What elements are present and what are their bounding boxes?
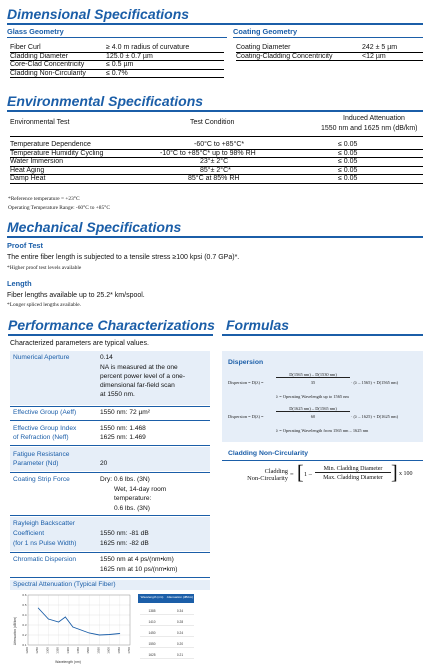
env-note-reference: *Reference temperature = +23°C <box>8 196 80 202</box>
environmental-table <box>10 141 423 184</box>
x-tick-label: 1350 <box>55 647 60 654</box>
na-value: 0.14 <box>100 354 113 361</box>
row-label: Fiber Curl <box>10 44 41 51</box>
mechanical-rule <box>7 236 423 238</box>
y-tick-label: 0.6 <box>22 593 27 597</box>
glass-geometry-rule <box>7 37 227 38</box>
nc-title: Cladding Non-Circularity <box>228 450 309 457</box>
mechanical-title: Mechanical Specifications <box>7 219 182 235</box>
chart-y-ticks <box>22 593 27 647</box>
disp2-note: λ = Operating Wavelength from 1565 nm – 1625 nm <box>276 428 369 433</box>
y-tick-label: 0.2 <box>22 633 27 637</box>
col-header-test: Environmental Test <box>10 119 70 126</box>
table-row <box>10 175 423 184</box>
rayleigh-value-2: 1625 nm: -82 dB <box>100 540 149 547</box>
nc-left-1: Cladding <box>264 468 288 475</box>
table-row <box>10 70 224 79</box>
env-test: Temperature Humidity Cycling <box>10 149 104 157</box>
proof-test-text: The entire fiber length is subjected to a tensile stress ≥100 kpsi (0.7 GPa)*. <box>7 254 240 261</box>
nc-numerator: Min. Cladding Diameter <box>315 466 391 473</box>
dimensional-rule <box>7 23 423 25</box>
col-header-atten: Induced Attenuation <box>343 115 405 122</box>
x-tick-label: 1700 <box>127 647 131 654</box>
na-desc-1: NA is measured at the one <box>100 364 178 371</box>
disp2-denominator: 60 <box>310 414 316 419</box>
disp2-numerator: D(1625 nm) – D(1565 nm) <box>276 406 350 412</box>
neff-value-2: 1625 nm: 1.469 <box>100 434 146 441</box>
environmental-title: Environmental Specifications <box>7 93 204 109</box>
coating-geometry-table <box>236 44 423 61</box>
glass-geometry-table <box>10 44 224 78</box>
table-row <box>236 44 423 53</box>
rayleigh-label-1: Rayleigh Backscatter <box>13 520 75 527</box>
row-value: ≤ 0.5 µm <box>106 61 134 69</box>
chart-grid <box>28 595 130 645</box>
aeff-label: Effective Group (Aeff) <box>13 409 77 416</box>
env-condition: 85°± 2°C* <box>200 166 231 174</box>
divider <box>10 420 210 421</box>
rayleigh-value-1: 1550 nm: -81 dB <box>100 530 149 537</box>
table-cell-wavelength: 1550 <box>148 642 156 646</box>
table-header-attenuation: Attenuation (dB/km) <box>166 595 194 599</box>
length-title: Length <box>7 279 32 288</box>
strip-value-3: temperature: <box>114 495 152 502</box>
na-desc-3: dimensional far-field scan <box>100 382 175 389</box>
env-condition: 85°C at 85% RH <box>188 175 240 183</box>
fatigue-label-1: Fatigue Resistance <box>13 451 70 458</box>
strip-label: Coating Strip Force <box>13 476 70 483</box>
col-header-atten-units: 1550 nm and 1625 nm (dB/km) <box>321 125 418 132</box>
table-cell-attenuation: 0.24 <box>176 631 184 635</box>
nc-rule <box>222 460 423 461</box>
env-atten: ≤ 0.05 <box>338 158 358 166</box>
dimensional-title: Dimensional Specifications <box>7 6 190 22</box>
strip-value-1: Dry: 0.6 lbs. (3N) <box>100 476 150 483</box>
x-tick-label: 1500 <box>86 647 91 654</box>
table-row <box>10 150 423 159</box>
row-label: Core-Clad Concentricity <box>10 61 85 69</box>
y-tick-label: 0.1 <box>22 643 27 647</box>
table-row <box>10 61 224 70</box>
nc-eq: = <box>290 471 294 478</box>
chromatic-value-2: 1625 nm at 10 ps/(nm•km) <box>100 566 178 573</box>
glass-geometry-title: Glass Geometry <box>7 27 64 36</box>
x-tick-label: 1200 <box>25 647 29 654</box>
fatigue-label-2: Parameter (Nd) <box>13 460 59 467</box>
chart-x-ticks <box>25 647 131 654</box>
aeff-value: 1550 nm: 72 µm² <box>100 409 150 416</box>
fatigue-value: 20 <box>100 460 108 467</box>
disp1-denominator: 35 <box>310 380 316 385</box>
performance-title: Performance Characterizations <box>8 317 215 333</box>
chromatic-value-1: 1550 nm at 4 ps/(nm•km) <box>100 556 174 563</box>
env-atten: ≤ 0.05 <box>338 149 358 157</box>
divider <box>10 472 210 473</box>
disp2-right: · (λ – 1625) + D(1625 nm) <box>351 414 399 419</box>
x-tick-label: 1550 <box>96 647 101 654</box>
disp1-right: · (λ – 1565) + D(1565 nm) <box>351 380 399 385</box>
table-header-wavelength: Wavelength (nm) <box>140 595 164 599</box>
row-label: Coating Diameter <box>236 44 291 51</box>
nc-one: 1 – <box>304 471 312 478</box>
proof-test-note: *Higher proof test levels available <box>7 265 82 271</box>
neff-label-1: Effective Group Index <box>13 425 77 432</box>
chromatic-label: Chromatic Dispersion <box>13 556 77 563</box>
x-tick-label: 1400 <box>65 647 70 654</box>
env-test: Water Immersion <box>10 158 64 166</box>
row-label: Cladding Diameter <box>10 52 68 60</box>
divider <box>10 552 210 553</box>
dispersion-title: Dispersion <box>228 359 264 366</box>
row-value: 125.0 ± 0.7 µm <box>106 52 153 60</box>
y-tick-label: 0.4 <box>22 613 27 617</box>
performance-rule <box>8 334 213 336</box>
formulas-rule <box>222 334 423 336</box>
divider <box>10 515 210 516</box>
row-label: Coating-Cladding Concentricity <box>236 52 333 60</box>
formulas-title: Formulas <box>226 317 290 333</box>
disp2-left: Dispersion = D(λ) = <box>228 414 264 419</box>
table-cell-attenuation: 0.21 <box>176 653 184 657</box>
table-cell-wavelength: 1450 <box>148 631 156 635</box>
spectral-chart <box>10 591 210 665</box>
table-row <box>10 44 224 53</box>
na-desc-4: at 1550 nm. <box>100 391 135 398</box>
disp1-left: Dispersion = D(λ) = <box>228 380 264 385</box>
env-condition: -10°C to +85°C* up to 98% RH <box>160 149 256 157</box>
table-cell-wavelength: 1410 <box>148 620 156 624</box>
length-note: *Longer spliced lengths available. <box>7 302 81 308</box>
table-cell-attenuation: 0.28 <box>176 620 184 624</box>
disp1-numerator: D(1565 nm) – D(1530 nm) <box>276 372 350 378</box>
performance-intro: Characterized parameters are typical values. <box>10 340 149 347</box>
table-row <box>10 53 224 62</box>
table-cell-wavelength: 1625 <box>148 653 156 657</box>
strip-value-2: Wet, 14-day room <box>114 486 167 493</box>
x-tick-label: 1300 <box>45 647 50 654</box>
coating-geometry-title: Coating Geometry <box>233 27 298 36</box>
table-row <box>10 141 423 150</box>
coating-geometry-rule <box>233 37 423 38</box>
x-tick-label: 1250 <box>35 647 40 654</box>
proof-test-title: Proof Test <box>7 241 43 250</box>
disp1-note: λ = Operating Wavelength up to 1565 nm <box>276 394 349 399</box>
col-header-condition: Test Condition <box>190 119 235 126</box>
env-note-operating: Operating Temperature Range: -60°C to +85°C <box>8 205 110 211</box>
y-tick-label: 0.3 <box>22 623 27 627</box>
env-condition: -60°C to +85°C* <box>194 141 245 148</box>
env-test: Heat Aging <box>10 166 45 174</box>
divider <box>10 577 210 578</box>
divider <box>10 406 210 407</box>
x-tick-label: 1450 <box>76 647 80 654</box>
length-text: Fiber lengths available up to 25.2* km/spool. <box>7 292 145 299</box>
table-cell-attenuation: 0.20 <box>176 642 184 646</box>
divider <box>10 445 210 446</box>
nc-bracket-right: ] <box>391 462 398 484</box>
na-label: Numerical Aperture <box>13 354 70 361</box>
env-test: Temperature Dependence <box>10 141 91 148</box>
neff-value-1: 1550 nm: 1.468 <box>100 425 146 432</box>
row-label: Cladding Non-Circularity <box>10 69 86 77</box>
env-test: Damp Heat <box>10 175 46 183</box>
rayleigh-label-2: Coefficient <box>13 530 45 537</box>
table-cell-attenuation: 0.34 <box>176 609 184 613</box>
na-desc-2: percent power level of a one- <box>100 373 186 380</box>
row-value: ≥ 4.0 m radius of curvature <box>106 44 190 51</box>
header-rule <box>10 136 423 137</box>
env-condition: 23°± 2°C <box>200 158 229 166</box>
chart-y-label: Attenuation (dB/km) <box>13 616 17 646</box>
neff-label-2: of Refraction (Neff) <box>13 434 69 441</box>
chart-x-label: Wavelength (nm) <box>55 660 81 664</box>
strip-value-4: 0.6 lbs. (3N) <box>114 505 150 512</box>
table-cell-wavelength: 1385 <box>148 609 156 613</box>
nc-multiplier: x 100 <box>399 471 413 477</box>
nc-bracket-left: [ <box>297 462 304 484</box>
rayleigh-label-3: (for 1 ns Pulse Width) <box>13 540 77 547</box>
env-atten: ≤ 0.05 <box>338 175 358 183</box>
x-tick-label: 1600 <box>106 647 111 654</box>
environmental-rule <box>7 110 423 112</box>
nc-formula-left <box>232 468 288 482</box>
row-value: 242 ± 5 µm <box>362 44 398 51</box>
y-tick-label: 0.5 <box>22 603 27 607</box>
table-row <box>10 158 423 167</box>
env-atten: ≤ 0.05 <box>338 166 358 174</box>
row-value: <12 µm <box>362 52 386 60</box>
nc-denominator: Max. Cladding Diameter <box>323 475 383 481</box>
wavelength-table <box>138 594 194 659</box>
table-row <box>236 53 423 62</box>
row-value: ≤ 0.7% <box>106 69 128 77</box>
nc-left-2: Non-Circularity <box>247 475 288 482</box>
env-atten: ≤ 0.05 <box>338 141 358 148</box>
x-tick-label: 1650 <box>116 647 121 654</box>
spectral-title: Spectral Attenuation (Typical Fiber) <box>13 581 116 588</box>
